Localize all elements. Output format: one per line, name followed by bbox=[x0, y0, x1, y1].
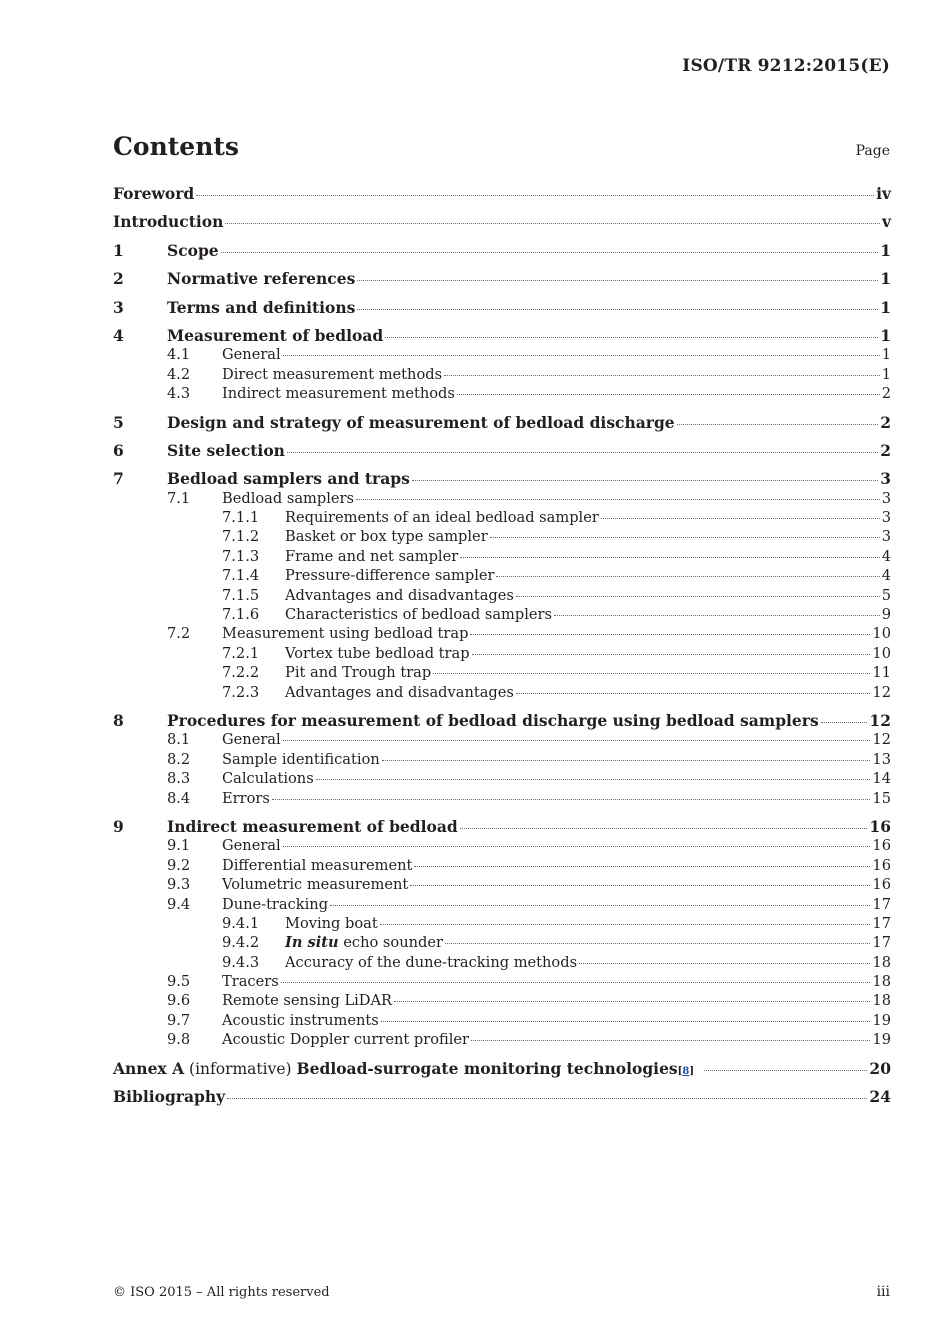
toc-clause-number: 7.2.1 bbox=[222, 644, 260, 662]
dot-leader bbox=[444, 375, 880, 376]
dot-leader bbox=[445, 943, 870, 944]
toc-page-number: 1 bbox=[880, 325, 891, 345]
page-title: Contents bbox=[113, 132, 240, 161]
toc-entry-label: Advantages and disadvantages bbox=[285, 586, 514, 604]
toc-page-number: 3 bbox=[881, 489, 891, 507]
toc-entry-label: General bbox=[222, 731, 281, 749]
toc-clause-number: 6 bbox=[113, 440, 124, 460]
toc-entry-9-8[interactable] bbox=[113, 1030, 891, 1049]
toc-entry-label: Indirect measurement methods bbox=[222, 385, 455, 403]
toc-entry-label-italic: In situ bbox=[285, 934, 339, 952]
toc-page-number: 12 bbox=[872, 683, 891, 701]
dot-leader bbox=[460, 557, 880, 558]
dot-leader bbox=[283, 355, 880, 356]
dot-leader bbox=[579, 963, 870, 964]
toc-page-number: 9 bbox=[881, 606, 891, 624]
dot-leader bbox=[382, 760, 871, 761]
dot-leader bbox=[457, 394, 880, 395]
toc-entry-label: Design and strategy of measurement of bedload discharge bbox=[167, 412, 675, 432]
dot-leader bbox=[410, 885, 870, 886]
dot-leader bbox=[433, 673, 870, 674]
toc-entry-label: Pressure-difference sampler bbox=[285, 567, 495, 585]
toc-clause-number: 8.3 bbox=[167, 770, 191, 788]
toc-page-number: 1 bbox=[881, 365, 891, 383]
toc-entry-7-1-5[interactable] bbox=[113, 586, 891, 605]
toc-entry-procedures[interactable] bbox=[113, 711, 891, 730]
toc-page-number: 15 bbox=[872, 789, 891, 807]
toc-clause-number: 8 bbox=[113, 710, 124, 730]
toc-clause-number: 7.2.3 bbox=[222, 683, 260, 701]
toc-entry-8-1[interactable] bbox=[113, 730, 891, 749]
toc-entry-label: Bedload samplers bbox=[222, 489, 354, 507]
toc-entry-label: Remote sensing LiDAR bbox=[222, 992, 393, 1010]
toc-page-number: 18 bbox=[872, 992, 891, 1010]
toc-clause-number: 9.4 bbox=[167, 895, 191, 913]
toc-page-number: 1 bbox=[880, 240, 891, 260]
toc-entry-7-1-6[interactable] bbox=[113, 605, 891, 624]
dot-leader bbox=[330, 905, 870, 906]
toc-entry-9-5[interactable] bbox=[113, 972, 891, 991]
toc-page-number: 24 bbox=[869, 1087, 891, 1107]
dot-leader bbox=[385, 337, 878, 338]
reference-number[interactable]: 8 bbox=[682, 1065, 690, 1077]
toc-page-number: 1 bbox=[880, 269, 891, 289]
toc-clause-number: 1 bbox=[113, 240, 124, 260]
toc-page-number: 16 bbox=[872, 856, 891, 874]
toc-clause-number: 7.2 bbox=[167, 625, 191, 643]
toc-entry-label: Procedures for measurement of bedload discharge using bedload samplers bbox=[167, 710, 819, 730]
toc-clause-number: 9.7 bbox=[167, 1011, 191, 1029]
dot-leader bbox=[496, 576, 879, 577]
toc-page-number: 19 bbox=[872, 1011, 891, 1029]
toc-page-number: 4 bbox=[881, 547, 891, 565]
toc-clause-number: 4.2 bbox=[167, 365, 191, 383]
toc-page-number: 3 bbox=[881, 528, 891, 546]
toc-page-number: 2 bbox=[881, 385, 891, 403]
toc-entry-terms-and-definitions[interactable] bbox=[113, 298, 891, 317]
dot-leader bbox=[471, 1040, 870, 1041]
toc-page-number: 18 bbox=[872, 973, 891, 991]
toc-page-number: 17 bbox=[872, 934, 891, 952]
standard-identifier: ISO/TR 9212:2015(E) bbox=[682, 56, 890, 76]
toc-clause-number: 4.1 bbox=[167, 346, 191, 364]
toc-page-number: v bbox=[881, 212, 891, 232]
toc-entry-4-1[interactable] bbox=[113, 345, 891, 364]
toc-page-number: 19 bbox=[872, 1031, 891, 1049]
toc-entry-7-1-3[interactable] bbox=[113, 547, 891, 566]
dot-leader bbox=[281, 982, 871, 983]
dot-leader bbox=[380, 924, 871, 925]
toc-entry-label bbox=[285, 933, 443, 952]
toc-clause-number: 9.4.2 bbox=[222, 934, 260, 952]
page-column-label: Page bbox=[855, 143, 890, 159]
dot-leader bbox=[283, 846, 871, 847]
toc-clause-number: 4 bbox=[113, 325, 124, 345]
toc-clause-number: 7.2.2 bbox=[222, 664, 260, 682]
toc-clause-number: 7.1.4 bbox=[222, 567, 260, 585]
toc-page-number: 16 bbox=[869, 816, 891, 836]
toc-entry-scope[interactable] bbox=[113, 241, 891, 260]
dot-leader bbox=[821, 722, 868, 723]
toc-entry-label: Dune-tracking bbox=[222, 895, 329, 913]
toc-entry-label: Normative references bbox=[167, 269, 356, 289]
toc-clause-number: 9.6 bbox=[167, 992, 191, 1010]
toc-entry-label: General bbox=[222, 837, 281, 855]
toc-entry-site-selection[interactable] bbox=[113, 441, 891, 460]
toc-clause-number: 8.2 bbox=[167, 750, 191, 768]
toc-entry-label: Acoustic instruments bbox=[222, 1011, 379, 1029]
dot-leader bbox=[357, 280, 878, 281]
toc-entry-8-2[interactable] bbox=[113, 750, 891, 769]
toc-entry-annex-a[interactable]: Annex A (informative) Bedload-surrogate monitoring technologies [8] 20 bbox=[113, 1058, 891, 1078]
toc-entry-label: Errors bbox=[222, 789, 270, 807]
toc-entry-9-2[interactable] bbox=[113, 856, 891, 875]
toc-page-number: 12 bbox=[872, 731, 891, 749]
toc-entry-label: Measurement of bedload bbox=[167, 325, 384, 345]
toc-entry-9-4-1[interactable] bbox=[113, 914, 891, 933]
toc-entry-9-1[interactable] bbox=[113, 836, 891, 855]
table-of-contents bbox=[113, 184, 891, 1106]
toc-entry-label: Requirements of an ideal bedload sampler bbox=[285, 509, 599, 527]
toc-entry-8-3[interactable] bbox=[113, 769, 891, 788]
toc-clause-number: 3 bbox=[113, 297, 124, 317]
toc-page-number: 10 bbox=[872, 625, 891, 643]
toc-page-number: 17 bbox=[872, 895, 891, 913]
dot-leader bbox=[196, 195, 874, 196]
dot-leader bbox=[472, 654, 871, 655]
toc-entry-label: Differential measurement bbox=[222, 856, 413, 874]
toc-entry-label: Site selection bbox=[167, 440, 285, 460]
toc-page-number: 11 bbox=[872, 664, 891, 682]
dot-leader bbox=[381, 1021, 871, 1022]
toc-entry-label: Bibliography bbox=[113, 1087, 226, 1107]
toc-entry-bedload-samplers-and-traps[interactable] bbox=[113, 469, 891, 488]
dot-leader bbox=[516, 596, 880, 597]
toc-entry-label: Frame and net sampler bbox=[285, 547, 459, 565]
toc-entry-7-1[interactable] bbox=[113, 489, 891, 508]
toc-entry-label: Foreword bbox=[113, 184, 195, 203]
toc-clause-number: 9.5 bbox=[167, 973, 191, 991]
dot-leader bbox=[490, 537, 880, 538]
annex-qualifier: (informative) bbox=[184, 1059, 297, 1078]
annex-prefix: Annex A bbox=[113, 1058, 185, 1078]
toc-entry-label: Scope bbox=[167, 240, 219, 260]
toc-entry-7-1-4[interactable] bbox=[113, 566, 891, 585]
dot-leader bbox=[704, 1070, 867, 1071]
toc-entry-9-4-3[interactable] bbox=[113, 953, 891, 972]
dot-leader bbox=[357, 309, 878, 310]
toc-entry-bibliography[interactable] bbox=[113, 1087, 891, 1106]
toc-page-number: 1 bbox=[881, 346, 891, 364]
toc-clause-number: 2 bbox=[113, 269, 124, 289]
toc-clause-number: 5 bbox=[113, 412, 124, 432]
toc-clause-number: 7.1.1 bbox=[222, 509, 260, 527]
dot-leader bbox=[394, 1001, 870, 1002]
dot-leader bbox=[414, 866, 870, 867]
toc-clause-number: 4.3 bbox=[167, 385, 191, 403]
toc-clause-number: 7.1 bbox=[167, 489, 191, 507]
toc-clause-number: 9.1 bbox=[167, 837, 191, 855]
copyright-notice: © ISO 2015 – All rights reserved bbox=[113, 1285, 330, 1300]
dot-leader bbox=[316, 779, 871, 780]
toc-entry-label-rest: echo sounder bbox=[338, 934, 443, 952]
toc-page-number: 17 bbox=[872, 914, 891, 932]
toc-entry-label: Bedload samplers and traps bbox=[167, 469, 410, 489]
dot-leader bbox=[225, 223, 880, 224]
toc-entry-7-1-2[interactable] bbox=[113, 527, 891, 546]
toc-entry-label: Accuracy of the dune-tracking methods bbox=[285, 953, 578, 971]
dot-leader bbox=[227, 1098, 867, 1099]
toc-clause-number: 8.4 bbox=[167, 789, 191, 807]
dot-leader bbox=[412, 480, 878, 481]
toc-entry-9-6[interactable] bbox=[113, 991, 891, 1010]
dot-leader bbox=[272, 799, 871, 800]
toc-page-number: 16 bbox=[872, 837, 891, 855]
toc-entry-measurement-of-bedload[interactable] bbox=[113, 326, 891, 345]
toc-clause-number: 9.2 bbox=[167, 856, 191, 874]
toc-page-number: 3 bbox=[880, 469, 891, 489]
toc-entry-label: Tracers bbox=[222, 973, 279, 991]
toc-entry-label: Characteristics of bedload samplers bbox=[285, 606, 553, 624]
toc-entry-label: Volumetric measurement bbox=[222, 876, 409, 894]
toc-entry-9-3[interactable] bbox=[113, 875, 891, 894]
toc-entry-label: Bedload-surrogate monitoring technologies bbox=[296, 1058, 678, 1078]
toc-page-number: 13 bbox=[872, 750, 891, 768]
dot-leader bbox=[516, 693, 871, 694]
toc-clause-number: 7.1.3 bbox=[222, 547, 260, 565]
dot-leader bbox=[677, 424, 879, 425]
toc-clause-number: 7.1.2 bbox=[222, 528, 260, 546]
toc-entry-4-2[interactable] bbox=[113, 365, 891, 384]
dot-leader bbox=[356, 499, 880, 500]
toc-page-number: 2 bbox=[880, 412, 891, 432]
toc-page-number: 20 bbox=[869, 1058, 891, 1078]
toc-entry-4-3[interactable] bbox=[113, 384, 891, 403]
dot-leader bbox=[283, 740, 871, 741]
toc-entry-label: Calculations bbox=[222, 770, 314, 788]
toc-entry-label: Terms and definitions bbox=[167, 297, 356, 317]
toc-page-number: 12 bbox=[869, 710, 891, 730]
dot-leader bbox=[460, 828, 868, 829]
toc-page-number: 2 bbox=[880, 440, 891, 460]
toc-clause-number: 9 bbox=[113, 816, 124, 836]
toc-entry-7-2-2[interactable] bbox=[113, 663, 891, 682]
toc-entry-label: Measurement using bedload trap bbox=[222, 625, 469, 643]
toc-entry-label: Moving boat bbox=[285, 914, 378, 932]
toc-clause-number: 9.8 bbox=[167, 1031, 191, 1049]
toc-clause-number: 7 bbox=[113, 469, 124, 489]
toc-entry-label: Direct measurement methods bbox=[222, 365, 443, 383]
toc-page-number: iv bbox=[876, 184, 891, 203]
toc-page-number: 5 bbox=[881, 586, 891, 604]
page-number: iii bbox=[876, 1284, 890, 1300]
dot-leader bbox=[601, 518, 880, 519]
toc-entry-label: Basket or box type sampler bbox=[285, 528, 488, 546]
toc-entry-label: Introduction bbox=[113, 212, 224, 232]
dot-leader bbox=[470, 634, 870, 635]
toc-entry-8-4[interactable] bbox=[113, 789, 891, 808]
dot-leader bbox=[221, 252, 879, 253]
toc-entry-label: Pit and Trough trap bbox=[285, 664, 432, 682]
toc-clause-number: 8.1 bbox=[167, 731, 191, 749]
toc-clause-number: 9.4.1 bbox=[222, 914, 260, 932]
toc-entry-normative-references[interactable] bbox=[113, 269, 891, 288]
toc-page-number: 1 bbox=[880, 297, 891, 317]
toc-page-number: 16 bbox=[872, 876, 891, 894]
toc-clause-number: 7.1.6 bbox=[222, 606, 260, 624]
toc-entry-design-and-strategy[interactable] bbox=[113, 413, 891, 432]
toc-entry-9-4[interactable] bbox=[113, 895, 891, 914]
toc-entry-9-4-2[interactable] bbox=[113, 933, 891, 952]
toc-entry-7-2-1[interactable] bbox=[113, 644, 891, 663]
toc-page-number: 10 bbox=[872, 644, 891, 662]
toc-entry-label: Sample identification bbox=[222, 750, 380, 768]
toc-entry-label: Acoustic Doppler current profiler bbox=[222, 1031, 470, 1049]
toc-clause-number: 9.4.3 bbox=[222, 953, 260, 971]
dot-leader bbox=[554, 615, 880, 616]
toc-entry-9-7[interactable] bbox=[113, 1011, 891, 1030]
toc-clause-number: 7.1.5 bbox=[222, 586, 260, 604]
toc-entry-label: Vortex tube bedload trap bbox=[285, 644, 470, 662]
toc-entry-introduction[interactable] bbox=[113, 212, 891, 231]
toc-page-number: 4 bbox=[881, 567, 891, 585]
toc-entry-label: General bbox=[222, 346, 281, 364]
toc-page-number: 14 bbox=[872, 770, 891, 788]
toc-entry-foreword[interactable] bbox=[113, 184, 891, 203]
toc-page-number: 18 bbox=[872, 953, 891, 971]
toc-entry-label: Indirect measurement of bedload bbox=[167, 816, 458, 836]
toc-entry-label: Advantages and disadvantages bbox=[285, 683, 514, 701]
dot-leader bbox=[287, 452, 878, 453]
toc-entry-7-1-1[interactable] bbox=[113, 508, 891, 527]
toc-clause-number: 9.3 bbox=[167, 876, 191, 894]
toc-entry-indirect-measurement[interactable] bbox=[113, 817, 891, 836]
toc-page-number: 3 bbox=[881, 509, 891, 527]
toc-entry-7-2-3[interactable] bbox=[113, 683, 891, 702]
toc-entry-7-2[interactable] bbox=[113, 624, 891, 643]
